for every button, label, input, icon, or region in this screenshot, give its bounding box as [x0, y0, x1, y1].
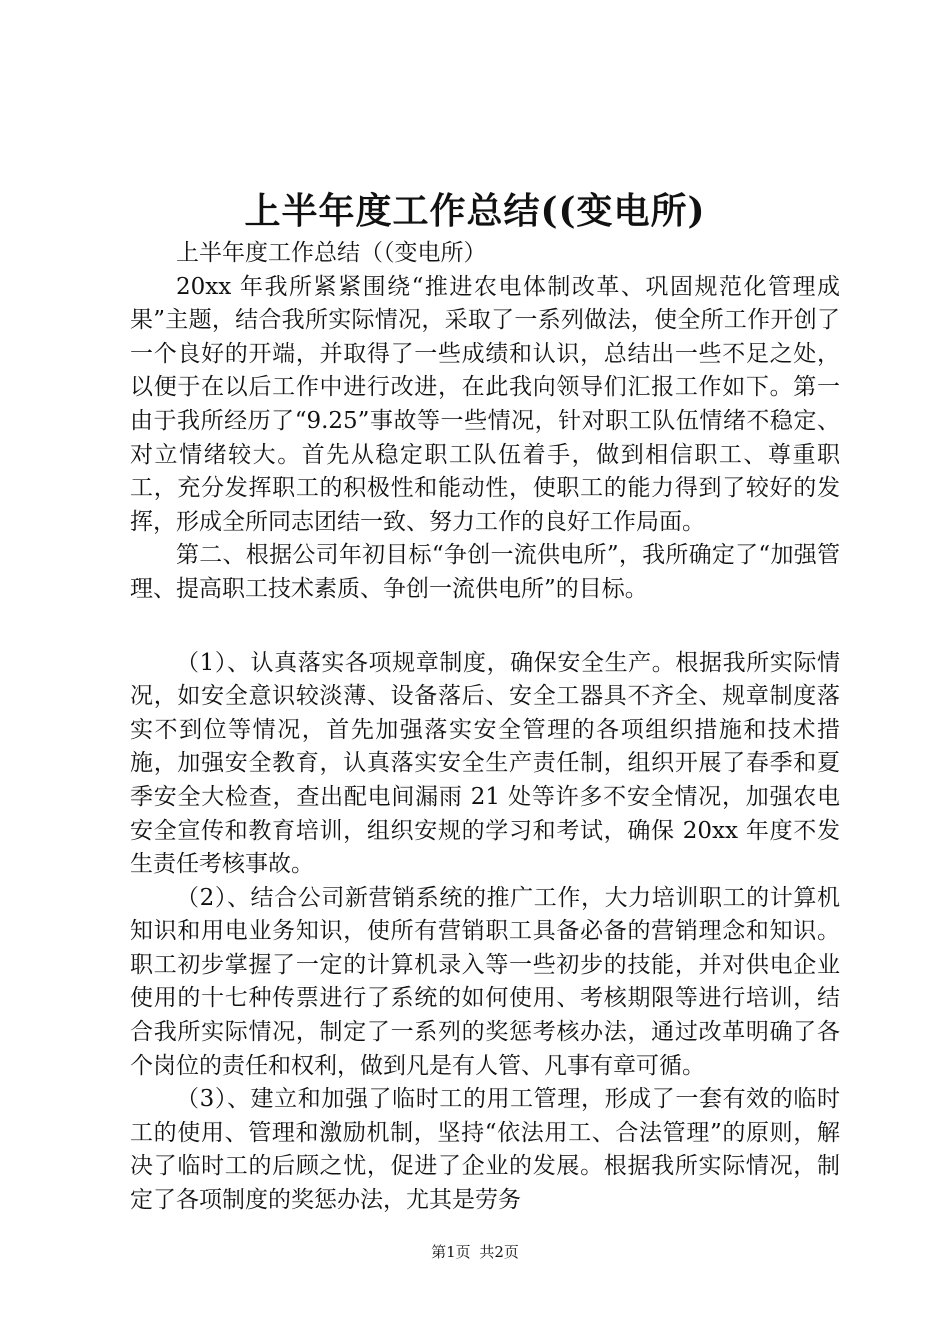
body-paragraph: 20xx 年我所紧紧围绕“推进农电体制改革、巩固规范化管理成果”主题，结合我所实际情况，采取了一系列做法，使全所工作开创了一个良好的开端，并取得了一些成绩和认识，总结出一些不足之处，以便于在以后工作中进行改进，在此我向领导们汇报工作如下。第一由于我所经历了“9.25”事故等一些情况，针对职工队伍情绪不稳定、对立情绪较大。首先从稳定职工队伍着手，做到相信职工、尊重职工，充分发挥职工的积极性和能动性，使职工的能力得到了较好的发挥，形成全所同志团结一致、努力工作的良好工作局面。 [130, 273, 840, 535]
body-paragraph: 第二、根据公司年初目标“争创一流供电所”，我所确定了“加强管理、提高职工技术素质、争创一流供电所”的目标。 [130, 542, 840, 602]
body-paragraph: （1）、认真落实各项规章制度，确保安全生产。根据我所实际情况，如安全意识较淡薄、设备落后、安全工器具不齐全、规章制度落实不到位等情况，首先加强落实安全管理的各项组织措施和技术措施，加强安全教育，认真落实安全生产责任制，组织开展了春季和夏季安全大检查，查出配电间漏雨 21 处等许多不安全情况，加强农电安全宣传和教育培训，组织安规的学习和考试，确保 20xx 年度不发生责任考核事故。 [130, 649, 840, 878]
document-body [130, 237, 840, 1218]
page-footer [0, 1242, 950, 1262]
subtitle-paragraph: 上半年度工作总结（（变电所） [176, 240, 487, 266]
body-paragraph: （2）、结合公司新营销系统的推广工作，大力培训职工的计算机知识和用电业务知识，使所有营销职工具备必备的营销理念和知识。职工初步掌握了一定的计算机录入等一些初步的技能，并对供电企业使用的十七种传票进行了系统的如何使用、考核期限等进行培训，结合我所实际情况，制定了一系列的奖惩考核办法，通过改革明确了各个岗位的责任和权利，做到凡是有人管、凡事有章可循。 [130, 884, 840, 1079]
page-total: 共2页 [479, 1243, 519, 1261]
page-number: 第1页 [431, 1243, 471, 1261]
body-paragraph: （3）、建立和加强了临时工的用工管理，形成了一套有效的临时工的使用、管理和激励机制，坚持“依法用工、合法管理”的原则，解决了临时工的后顾之忧，促进了企业的发展。根据我所实际情况，制定了各项制度的奖惩办法，尤其是劳务 [130, 1086, 840, 1214]
document-title: 上半年度工作总结((变电所) [244, 190, 706, 232]
